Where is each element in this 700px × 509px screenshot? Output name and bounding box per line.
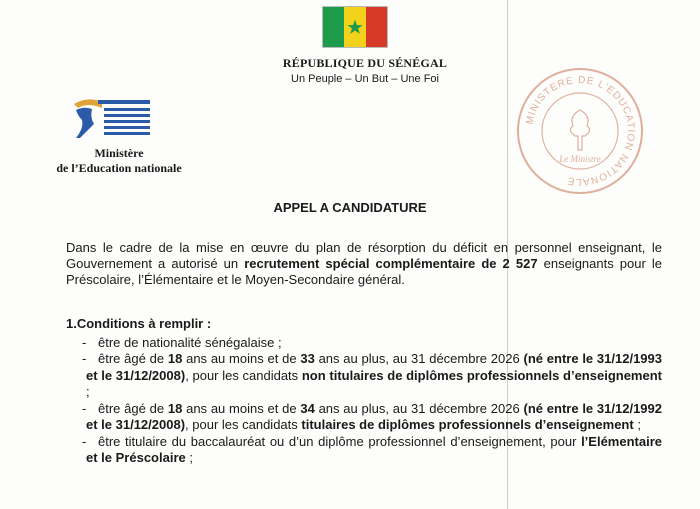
condition-2-dates: (né entre le 31/12/1993 et le 31/12/2008) (86, 351, 662, 383)
intro-bold: recrutement spécial complémentaire de 2 527 (244, 256, 538, 271)
condition-3-max-age: 34 (300, 400, 315, 416)
condition-1-text: être de nationalité sénégalaise ; (98, 334, 282, 350)
republic-name: RÉPUBLIQUE DU SÉNÉGAL (282, 56, 448, 70)
condition-4-text-a: être titulaire du baccalauréat ou d’un diplôme professionnel d’enseignement, pour (98, 433, 582, 449)
condition-2-text-c: ans au plus, au 31 décembre 2026 (314, 351, 524, 366)
condition-3-category: titulaires de diplômes professionnels d’enseignement (301, 417, 634, 432)
document-title: APPEL A CANDIDATURE (273, 200, 427, 215)
condition-item-2 (66, 351, 662, 401)
condition-2-text-e: ; (86, 384, 90, 399)
condition-4-level: l’Elémentaire et le Préscolaire (86, 433, 662, 465)
flag-red-band (366, 7, 387, 47)
senegal-flag (322, 6, 388, 48)
intro-text-2: enseignants pour le Préscolaire, l’Élémentaire et le Moyen-Secondaire général. (66, 256, 662, 287)
flag-green-band (323, 7, 344, 47)
condition-2-text-a: être âgé de (98, 351, 168, 366)
condition-3-text-a: être âgé de (98, 400, 168, 416)
condition-2-min-age: 18 (167, 351, 183, 366)
flag-yellow-band (344, 7, 365, 47)
condition-2-text-d: , pour les candidats (185, 367, 302, 383)
ministry-line-1: Ministère (94, 146, 144, 160)
official-stamp (515, 66, 645, 196)
condition-3-text-d: , pour les candidats (185, 417, 302, 432)
condition-2-max-age: 33 (300, 351, 315, 366)
condition-3-dates: (né entre le 31/12/1992 et le 31/12/2008) (86, 400, 662, 432)
intro-paragraph (66, 240, 662, 288)
list-dash: - (82, 400, 87, 416)
condition-3-min-age: 18 (167, 400, 183, 416)
condition-3-text-c: ans au plus, au 31 décembre 2026 (314, 400, 524, 416)
list-dash: - (82, 334, 87, 350)
condition-4-text-e: ; (185, 450, 193, 465)
ministry-line-2: de l’Education nationale (56, 161, 182, 175)
conditions-heading: 1.Conditions à remplir : (66, 316, 212, 331)
ministry-logo (70, 94, 154, 140)
star-icon (347, 19, 363, 35)
ministry-name (44, 146, 194, 176)
svg-text:Le Ministre: Le Ministre (559, 154, 601, 164)
condition-3-text-b: ans au moins et de (182, 400, 301, 416)
condition-item-1 (66, 335, 662, 352)
condition-item-4 (66, 434, 662, 467)
conditions-section (66, 316, 662, 467)
national-motto: Un Peuple – Un But – Une Foi (291, 73, 439, 85)
condition-3-text-e: ; (633, 417, 641, 432)
condition-2-text-b: ans au moins et de (182, 351, 301, 366)
list-dash: - (82, 351, 87, 366)
intro-section (66, 240, 662, 288)
intro-text-1: Dans le cadre de la mise en œuvre du plan de résorption du déficit en personnel enseignant, le Gouvernement a autorisé un (66, 240, 662, 271)
svg-text:MINISTERE DE L'EDUCATION NATIO: MINISTERE DE L'EDUCATION NATIONALE (524, 74, 637, 188)
list-dash: - (82, 433, 87, 449)
condition-item-3 (66, 401, 662, 434)
condition-2-category: non titulaires de diplômes professionnels d’enseignement (301, 367, 662, 383)
